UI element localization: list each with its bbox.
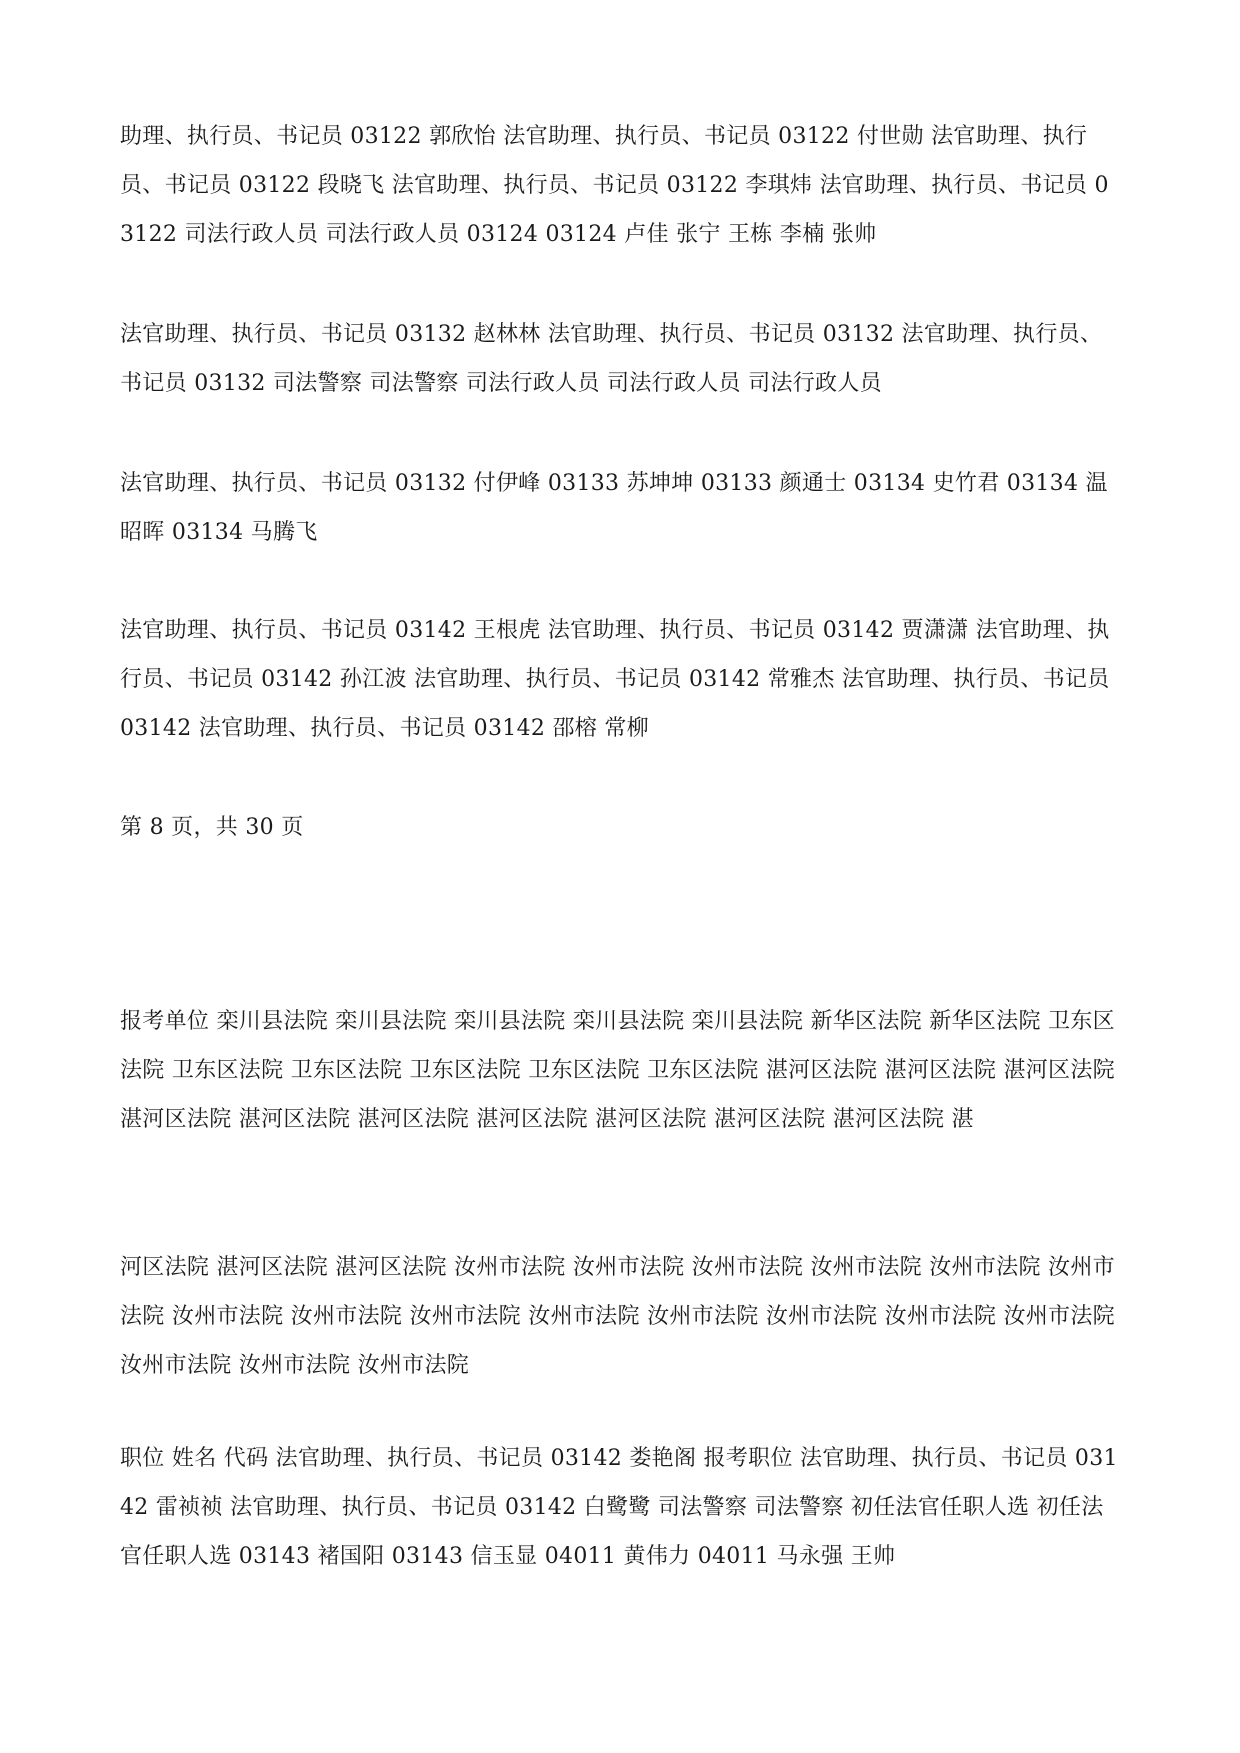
paragraph-positions-03132: 法官助理、执行员、书记员 03132 赵林林 法官助理、执行员、书记员 03132 法官助理、执行员、书记员 03132 司法警察 司法警察 司法行政人员 司法行政人员 司法行政人员 [120, 322, 1103, 396]
paragraph-positions-03122: 助理、执行员、书记员 03122 郭欣怡 法官助理、执行员、书记员 03122 付世勋 法官助理、执行员、书记员 03122 段晓飞 法官助理、执行员、书记员 03122 李琪炜 法官助理、执行员、书记员 03122 司法行政人员 司法行政人员 03124 03124 卢佳 张宁 王栋 李楠 张帅 [120, 124, 1109, 247]
paragraph-positions-03142: 法官助理、执行员、书记员 03142 王根虎 法官助理、执行员、书记员 03142 贾潇潇 法官助理、执行员、书记员 03142 孙江波 法官助理、执行员、书记员 03142 常雅杰 法官助理、执行员、书记员 03142 法官助理、执行员、书记员 03142 邵榕 常柳 [120, 618, 1110, 741]
page-number-footer: 第 8 页，共 30 页 [120, 815, 304, 840]
paragraph-position-name-code: 职位 姓名 代码 法官助理、执行员、书记员 03142 娄艳阁 报考职位 法官助理、执行员、书记员 03142 雷祯祯 法官助理、执行员、书记员 03142 白鹭鹭 司法警察 司法警察 初任法官任职人选 初任法官任职人选 03143 褚国阳 03143 信玉显 04011 黄伟力 04011 马永强 王帅 [120, 1446, 1118, 1569]
paragraph-positions-03132-03134: 法官助理、执行员、书记员 03132 付伊峰 03133 苏坤坤 03133 颜通士 03134 史竹君 03134 温昭晖 03134 马腾飞 [120, 471, 1108, 545]
paragraph-applying-units-continued: 河区法院 湛河区法院 湛河区法院 汝州市法院 汝州市法院 汝州市法院 汝州市法院 汝州市法院 汝州市法院 汝州市法院 汝州市法院 汝州市法院 汝州市法院 汝州市法院 汝州市法院 汝州市法院 汝州市法院 汝州市法院 汝州市法院 汝州市法院 [120, 1255, 1115, 1378]
paragraph-applying-units: 报考单位 栾川县法院 栾川县法院 栾川县法院 栾川县法院 栾川县法院 新华区法院 新华区法院 卫东区法院 卫东区法院 卫东区法院 卫东区法院 卫东区法院 卫东区法院 湛河区法院 湛河区法院 湛河区法院 湛河区法院 湛河区法院 湛河区法院 湛河区法院 湛河区法院 湛河区法院 湛河区法院 湛 [120, 1009, 1115, 1132]
